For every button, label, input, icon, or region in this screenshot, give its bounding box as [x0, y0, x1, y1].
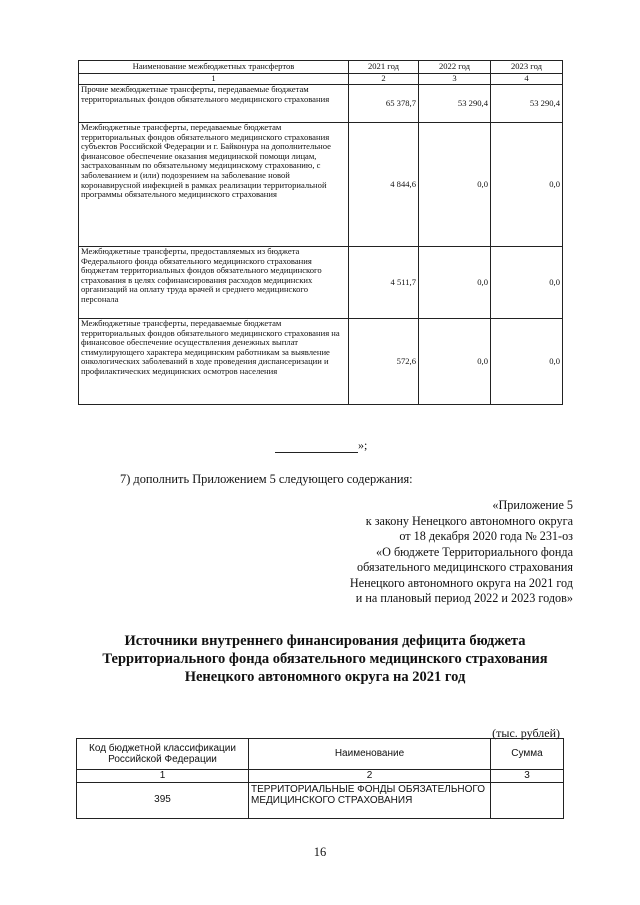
budget-code: 395 — [77, 782, 249, 818]
table-row — [79, 247, 563, 319]
value-2022: 53 290,4 — [419, 85, 491, 123]
value-2023: 53 290,4 — [491, 85, 563, 123]
value-2023: 0,0 — [491, 123, 563, 247]
transfers-table — [78, 60, 563, 405]
column-number: 4 — [491, 74, 563, 85]
document-title — [70, 632, 580, 686]
table-row — [77, 782, 564, 818]
transfer-name: Межбюджетные трансферты, передаваемые бюджетам территориальных фондов обязательного медицинского страхования на финансовое обеспечение осуществления денежных выплат стимулирующего характера медицинским работникам за выявление онкологических заболеваний в ходе проведения диспансеризации и профилактических медицинских осмотров населения — [79, 319, 349, 405]
appendix-line: «О бюджете Территориального фонда — [376, 544, 573, 559]
value-2023: 0,0 — [491, 319, 563, 405]
units-label: (тыс. рублей) — [492, 726, 560, 740]
header-2023: 2023 год — [491, 61, 563, 74]
column-number: 3 — [491, 770, 564, 783]
table-row — [79, 319, 563, 405]
page-number: 16 — [313, 845, 327, 859]
value-2021: 4 511,7 — [349, 247, 419, 319]
appendix-reference — [273, 498, 573, 607]
closing-quote-text: »; — [358, 438, 368, 452]
header-2021: 2021 год — [349, 61, 419, 74]
column-number-row — [79, 74, 563, 85]
transfers-header-row — [79, 61, 563, 74]
column-number-row — [77, 770, 564, 783]
column-number: 1 — [79, 74, 349, 85]
appendix-line: к закону Ненецкого автономного округа — [365, 513, 573, 528]
value-2021: 4 844,6 — [349, 123, 419, 247]
header-name: Наименование — [249, 739, 491, 770]
table-row — [79, 85, 563, 123]
header-2022: 2022 год — [419, 61, 491, 74]
transfer-name: Прочие межбюджетные трансферты, передаваемые бюджетам территориальных фондов обязательного медицинского страхования — [79, 85, 349, 123]
transfer-name: Межбюджетные трансферты, предоставляемых из бюджета Федерального фонда обязательного медицинского страхования бюджетам территориальных фондов обязательного медицинского страхования в целях софинансирования расходов медицинских организаций на оплату труда врачей и среднего медицинского персонала — [79, 247, 349, 319]
closing-mark — [275, 438, 367, 453]
appendix-line: «Приложение 5 — [492, 498, 573, 512]
header-name: Наименование межбюджетных трансфертов — [79, 61, 349, 74]
column-number: 2 — [249, 770, 491, 783]
value-2021: 65 378,7 — [349, 85, 419, 123]
amendment-paragraph: 7) дополнить Приложением 5 следующего содержания: — [120, 472, 413, 486]
column-number: 2 — [349, 74, 419, 85]
column-number: 1 — [77, 770, 249, 783]
appendix-line: от 18 декабря 2020 года № 231-оз — [399, 529, 573, 543]
value-2021: 572,6 — [349, 319, 419, 405]
appendix-line: и на плановый период 2022 и 2023 годов» — [355, 591, 573, 605]
value-2022: 0,0 — [419, 319, 491, 405]
sources-table — [76, 738, 564, 819]
title-line: Ненецкого автономного округа на 2021 год — [184, 669, 466, 685]
transfer-name: Межбюджетные трансферты, передаваемые бюджетам территориальных фондов обязательного медицинского страхования субъектов Российской Федерации и г. Байконура на дополнительное финансовое обеспечение оказания медицинской помощи лицам, застрахованным по обязательному медицинскому страхованию, с заболеванием и (или) подозрением на заболевание новой коронавирусной инфекцией в рамках реализации территориальной программы обязательного медицинского страхования — [79, 123, 349, 247]
header-code: Код бюджетной классификации Российской Федерации — [77, 739, 249, 770]
column-number: 3 — [419, 74, 491, 85]
table-row — [79, 123, 563, 247]
value-2022: 0,0 — [419, 247, 491, 319]
value-2023: 0,0 — [491, 247, 563, 319]
appendix-line: обязательного медицинского страхования — [357, 560, 573, 574]
source-sum — [491, 782, 564, 818]
title-line: Территориального фонда обязательного медицинского страхования — [102, 651, 548, 667]
sources-header-row — [77, 739, 564, 770]
blank-underline — [275, 442, 358, 453]
value-2022: 0,0 — [419, 123, 491, 247]
title-line: Источники внутреннего финансирования дефицита бюджета — [124, 633, 526, 649]
source-name: ТЕРРИТОРИАЛЬНЫЕ ФОНДЫ ОБЯЗАТЕЛЬНОГО МЕДИЦИНСКОГО СТРАХОВАНИЯ — [249, 782, 491, 818]
appendix-line: Ненецкого автономного округа на 2021 год — [349, 575, 573, 590]
header-sum: Сумма — [491, 739, 564, 770]
